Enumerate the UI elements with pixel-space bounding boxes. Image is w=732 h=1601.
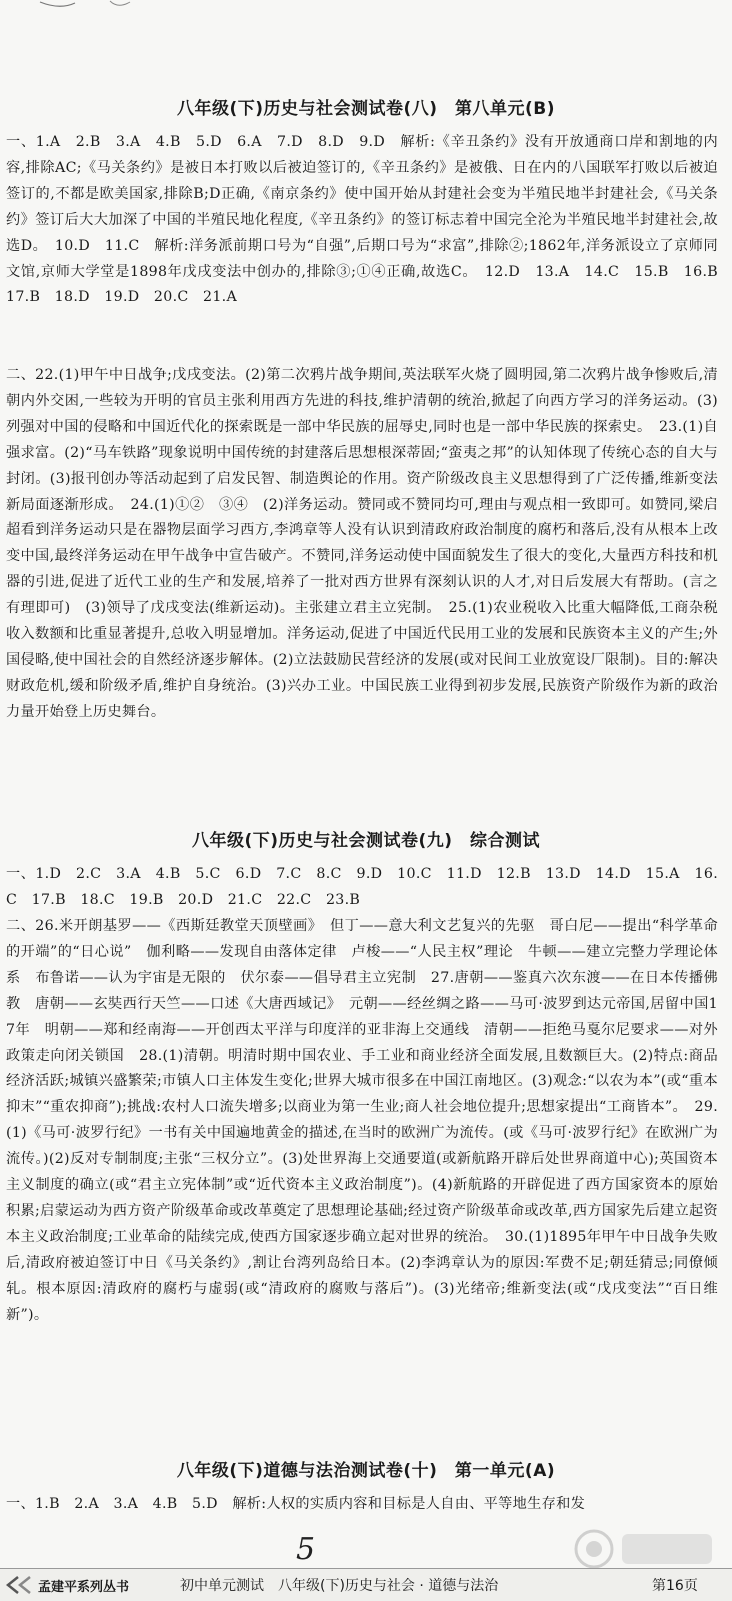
section-8-choice-answers: 一、1.A 2.B 3.A 4.B 5.D 6.A 7.D 8.D 9.D 解析:《辛丑条约》没有开放通商口岸和割地的内容,排除AC;《马关条约》是被日本打败以后被迫签订的,《辛丑条约》是被俄、日在内的八国联军打败以后被迫签订的,不都是欧美国家,排除B;D正确,《南京条约》使中国开始从封建社会变为半殖民地半封建社会,《马关条约》签订后大大加深了中国的半殖民地化程度,《辛丑条约》的签订标志着中国完全沦为半殖民地半封建社会,故选D。 10.D 11.C 解析:洋务派前期口号为“自强”,后期口号为“求富”,排除②;1862年,洋务派设立了京师同文馆,京师大学堂是1898年戊戌变法中创办的,排除③;①④正确,故选C。 12.D 13.A 14.C 15.B 16.B 17.B 18.D 19.D 20.C 21.A: [6, 134, 732, 306]
footer-page-number: 第16页: [652, 1578, 698, 1594]
handwritten-mark: 5: [296, 1532, 316, 1567]
section-9-short-answers: 二、26.米开朗基罗——《西斯廷教堂天顶壁画》 但丁——意大利文艺复兴的先驱 哥白尼——提出“科学革命的开端”的“日心说” 伽利略——发现自由落体定律 卢梭——“人民主权”理论 牛顿——建立完整力学理论体系 布鲁诺——认为宇宙是无限的 伏尔泰——倡导君主立宪制 27.唐朝——鉴真六次东渡——在日本传播佛教 唐朝——玄奘西行天竺——口述《大唐西域记》 元朝——经丝绸之路——马可·波罗到达元帝国,居留中国17年 明朝——郑和经南海——开创西太平洋与印度洋的亚非海上交通线 清朝——拒绝马戛尔尼要求——对外政策走向闭关锁国 28.(1)清朝。明清时期中国农业、手工业和商业经济全面发展,且数额巨大。(2)特点:商品经济活跃;城镇兴盛繁荣;市镇人口主体发生变化;世界大城市很多在中国江南地区。(3)观念:“以农为本”(或“重本抑末”“重农抑商”);挑战:农村人口流失增多;以商业为第一生业;商人社会地位提升;思想家提出“工商皆本”。 29.(1)《马可·波罗行纪》一书有关中国遍地黄金的描述,在当时的欧洲广为流传。(或《马可·波罗行纪》在欧洲广为流传。)(2)反对专制制度;主张“三权分立”。(3)处世界海上交通要道(或新航路开辟后处世界商道中心);英国资本主义制度的确立(或“君主立宪体制”或“近代资本主义政治制度”)。(4)新航路的开辟促进了西方国家资本的原始积累;启蒙运动为西方资产阶级革命或改革奠定了思想理论基础;经过资产阶级革命或改革,西方国家先后建立起资本主义政治制度;工业革命的陆续完成,使西方国家逐步确立起对世界的统治。 30.(1)1895年甲午中日战争失败后,清政府被迫签订中日《马关条约》,割让台湾列岛给日本。(2)李鸿章认为的原因:军费不足;朝廷猜忌;同僚倾轧。根本原因:清政府的腐朽与虚弱(或“清政府的腐败与落后”)。(3)光绪帝;维新变法(或“戊戌变法”“百日维新”)。: [6, 918, 719, 1323]
section-title-test-8: 八年级(下)历史与社会测试卷(八) 第八单元(B): [176, 99, 556, 119]
page-footer: [0, 1568, 732, 1601]
watermark-logo: [572, 1524, 722, 1574]
section-title-test-10: 八年级(下)道德与法治测试卷(十) 第一单元(A): [176, 1461, 556, 1481]
section-8-short-answers: 二、22.(1)甲午中日战争;戊戌变法。(2)第二次鸦片战争期间,英法联军火烧了圆明园,第二次鸦片战争惨败后,清朝内外交困,一些较为开明的官员主张利用西方先进的科技,维护清朝的统治,掀起了向西方学习的洋务运动。(3)列强对中国的侵略和中国近代化的探索既是一部中华民族的屈辱史,同时也是一部中华民族的探索史。 23.(1)自强求富。(2)“马车铁路”现象说明中国传统的封建落后思想根深蒂固;“蛮夷之邦”的认知体现了传统心态的自大与封闭。(3)报刊创办等活动起到了启发民智、制造舆论的作用。资产阶级改良主义思想得到了广泛传播,维新变法新局面逐渐形成。 24.(1)①② ③④ (2)洋务运动。赞同或不赞同均可,理由与观点相一致即可。如赞同,梁启超看到洋务运动只是在器物层面学习西方,李鸿章等人没有认识到清政府政治制度的腐朽和落后,没有从根本上改变中国,最终洋务运动在甲午战争中宣告破产。不赞同,洋务运动使中国面貌发生了很大的变化,大量西方科技和机器的引进,促进了近代工业的生产和发展,培养了一批对西方世界有深刻认识的人才,对日后发展大有帮助。(言之有理即可) (3)领导了戊戌变法(维新运动)。主张建立君主立宪制。 25.(1)农业税收入比重大幅降低,工商杂税收入数额和比重显著提升,总收入明显增加。洋务运动,促进了中国近代民用工业的发展和民族资本主义的产生;外国侵略,使中国社会的自然经济逐步解体。(2)立法鼓励民营经济的发展(或对民间工业放宽设厂限制)。目的:解决财政危机,缓和阶级矛盾,维护自身统治。(3)兴办工业。中国民族工业得到初步发展,民族资产阶级作为新的政治力量开始登上历史舞台。: [6, 367, 718, 720]
footer-brand: 孟建平系列丛书: [38, 1580, 130, 1595]
top-edge-marks: [0, 0, 732, 30]
section-9-choice-answers: 一、1.D 2.C 3.A 4.B 5.C 6.D 7.C 8.C 9.D 10.C 11.D 12.B 13.D 14.D 15.A 16.C 17.B 18.C 19.B 20.D 21.C 22.C 23.B: [6, 866, 718, 908]
chevron-left-icon: [4, 1575, 34, 1595]
section-title-test-9: 八年级(下)历史与社会测试卷(九) 综合测试: [191, 831, 541, 851]
section-10-choice-answers: 一、1.B 2.A 3.A 4.B 5.D 解析:人权的实质内容和目标是人自由、平等地生存和发: [6, 1496, 586, 1512]
footer-info: 初中单元测试 八年级(下)历史与社会 · 道德与法治: [180, 1578, 499, 1594]
